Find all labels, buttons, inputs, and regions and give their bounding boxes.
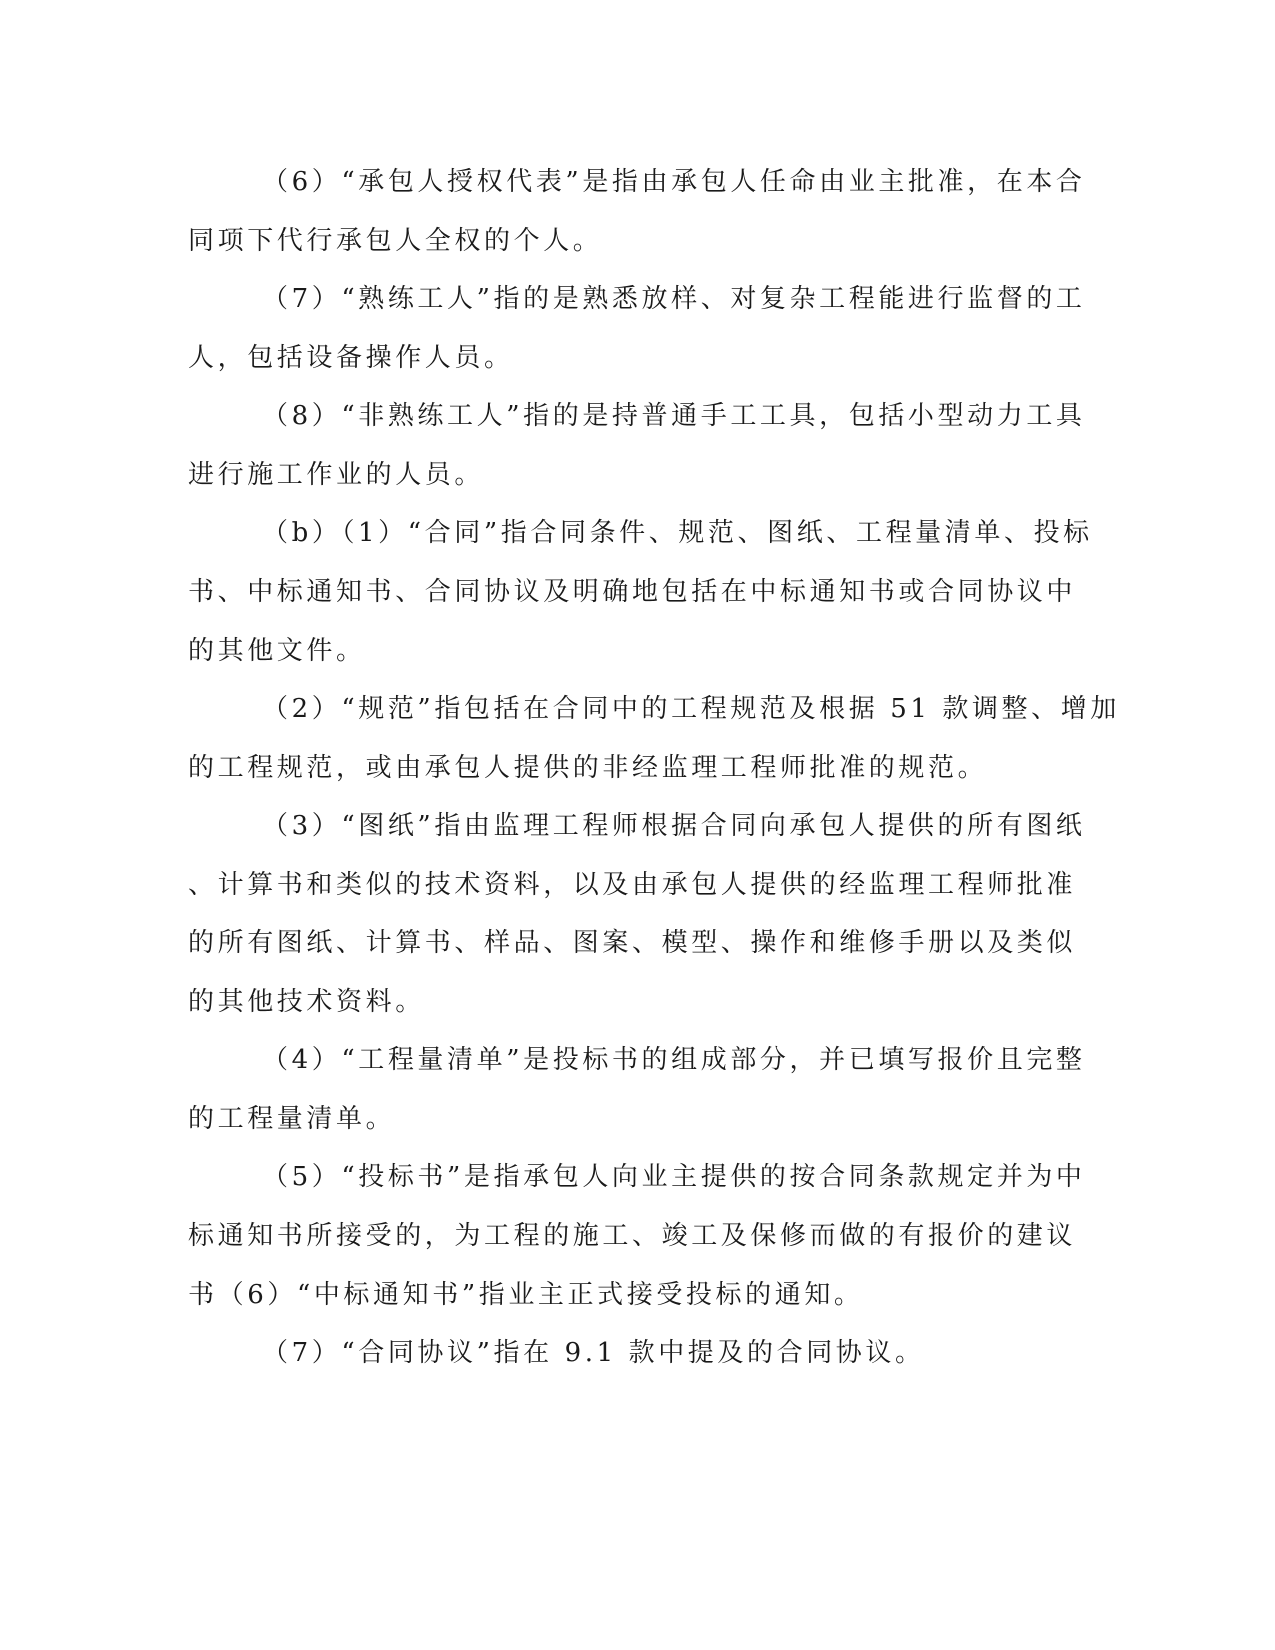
clause-b5-line-1: （5）“投标书”是指承包人向业主提供的按合同条款规定并为中 [262, 1162, 1086, 1192]
clause-b1-line-1: （b）（1）“合同”指合同条件、规范、图纸、工程量清单、投标 [262, 518, 1093, 548]
clause-b7-line-1: （7）“合同协议”指在 9.1 款中提及的合同协议。 [262, 1338, 925, 1368]
clause-b3-line-4: 的其他技术资料。 [188, 987, 425, 1017]
clause-b5-line-2: 标通知书所接受的，为工程的施工、竣工及保修而做的有报价的建议 [188, 1221, 1077, 1251]
clause-b3-line-2: 、计算书和类似的技术资料，以及由承包人提供的经监理工程师批准 [188, 870, 1077, 900]
clause-b2-line-1: （2）“规范”指包括在合同中的工程规范及根据 51 款调整、增加 [262, 694, 1120, 724]
clause-b4-line-2: 的工程量清单。 [188, 1104, 396, 1134]
clause-b1-line-3: 的其他文件。 [188, 636, 366, 666]
clause-b3-line-1: （3）“图纸”指由监理工程师根据合同向承包人提供的所有图纸 [262, 811, 1086, 841]
clause-6-line-2: 同项下代行承包人全权的个人。 [188, 226, 603, 256]
clause-b1-line-2: 书、中标通知书、合同协议及明确地包括在中标通知书或合同协议中 [188, 577, 1077, 607]
clause-6-line-1: （6）“承包人授权代表”是指由承包人任命由业主批准，在本合 [262, 167, 1086, 197]
clause-b2-line-2: 的工程规范，或由承包人提供的非经监理工程师批准的规范。 [188, 753, 988, 783]
clause-b3-line-3: 的所有图纸、计算书、样品、图案、模型、操作和维修手册以及类似 [188, 928, 1077, 958]
clause-8-line-2: 进行施工作业的人员。 [188, 460, 485, 490]
clause-b4-line-1: （4）“工程量清单”是投标书的组成部分，并已填写报价且完整 [262, 1045, 1086, 1075]
clause-8-line-1: （8）“非熟练工人”指的是持普通手工工具，包括小型动力工具 [262, 401, 1086, 431]
clause-b5-line-3: 书（6）“中标通知书”指业主正式接受投标的通知。 [188, 1280, 864, 1310]
clause-7-line-2: 人，包括设备操作人员。 [188, 343, 514, 373]
clause-7-line-1: （7）“熟练工人”指的是熟悉放样、对复杂工程能进行监督的工 [262, 284, 1086, 314]
